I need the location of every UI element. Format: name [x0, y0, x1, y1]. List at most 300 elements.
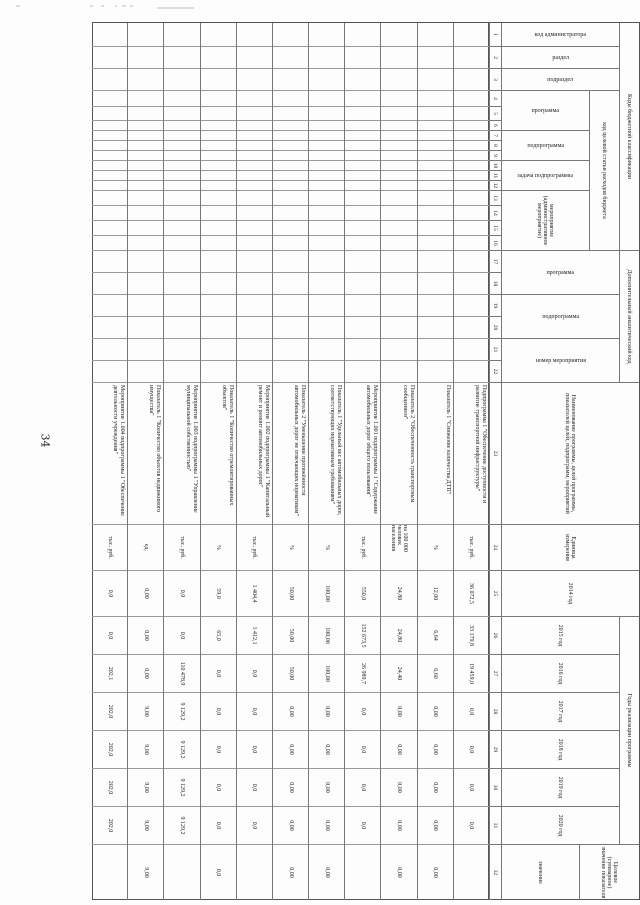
code-cell — [201, 339, 236, 361]
code-cell — [201, 361, 236, 383]
row-name: Показатель 1 "Количество объектов недвижимого имущества" — [128, 383, 163, 525]
code-cell — [345, 273, 380, 295]
code-cell — [454, 236, 489, 251]
code-cell — [237, 131, 272, 141]
code-cell — [454, 47, 489, 69]
row-name: Показатель 1 "Снижение количества ДТП" — [418, 383, 453, 525]
value-cell-y3: 0,00 — [381, 693, 416, 731]
code-cell — [381, 121, 416, 131]
code-cell — [92, 181, 127, 191]
code-cell — [381, 295, 416, 317]
code-cell — [201, 121, 236, 131]
value-cell-y1: 0,00 — [128, 617, 163, 655]
code-cell — [345, 361, 380, 383]
value-cell-y4: 0,0 — [201, 731, 236, 769]
code-cell — [309, 47, 344, 69]
header-year-2: 2016 год — [501, 655, 619, 693]
column-number: 4 — [489, 91, 501, 107]
code-cell — [128, 273, 163, 295]
code-cell — [345, 317, 380, 339]
code-cell — [128, 121, 163, 131]
code-cell — [201, 206, 236, 221]
code-cell — [164, 273, 199, 295]
row-name: Мероприятие 1.004 подпрограммы 1 "Обеспечение деятельности учреждения" — [92, 383, 127, 525]
code-cell — [273, 131, 308, 141]
code-cell — [381, 191, 416, 206]
code-cell — [128, 69, 163, 91]
code-cell — [381, 141, 416, 151]
code-cell — [201, 47, 236, 69]
value-cell-target — [454, 845, 489, 900]
value-cell-y2: 110 478,9 — [164, 655, 199, 693]
code-cell — [309, 317, 344, 339]
header-csr: код целевой статьи расходов бюджета — [589, 91, 619, 251]
code-cell — [92, 151, 127, 161]
header-kbk-group: Коды бюджетной классификации — [619, 23, 639, 251]
column-number-row — [489, 23, 501, 900]
code-cell — [273, 47, 308, 69]
value-cell-v2014: 59,0 — [201, 571, 236, 617]
value-cell-y4: 0,00 — [273, 731, 308, 769]
code-cell — [164, 151, 199, 161]
value-cell-y2: 26 989,7 — [345, 655, 380, 693]
table-row — [92, 23, 127, 900]
code-cell — [345, 339, 380, 361]
header-year-4: 2018 год — [501, 731, 619, 769]
value-cell-y6: 0,0 — [237, 807, 272, 845]
column-number: 12 — [489, 181, 501, 191]
value-cell-v2014: 1 404,4 — [237, 571, 272, 617]
value-cell-target: 0,00 — [381, 845, 416, 900]
header-2014: 2014 год — [501, 571, 639, 617]
value-cell-y2: 0,0 — [201, 655, 236, 693]
code-cell — [309, 161, 344, 171]
code-cell — [309, 206, 344, 221]
code-cell — [454, 171, 489, 181]
code-cell — [454, 191, 489, 206]
code-cell — [128, 107, 163, 121]
value-cell-v2014: 24,80 — [381, 571, 416, 617]
value-cell-y3: 202,0 — [92, 693, 127, 731]
code-cell — [345, 23, 380, 47]
code-cell — [237, 251, 272, 273]
code-cell — [164, 317, 199, 339]
value-cell-y3: 0,00 — [309, 693, 344, 731]
code-cell — [381, 107, 416, 121]
code-cell — [345, 131, 380, 141]
page-number: 34 — [38, 433, 52, 448]
column-number: 24 — [489, 525, 501, 571]
value-cell-target — [237, 845, 272, 900]
code-cell — [418, 339, 453, 361]
column-number: 20 — [489, 317, 501, 339]
table-body — [92, 23, 489, 900]
code-cell — [309, 131, 344, 141]
code-cell — [418, 206, 453, 221]
code-cell — [454, 161, 489, 171]
rotated-table-area — [92, 22, 640, 900]
code-cell — [345, 107, 380, 121]
code-cell — [92, 236, 127, 251]
value-cell-target — [92, 845, 127, 900]
code-cell — [128, 131, 163, 141]
value-cell-target: 0,00 — [418, 845, 453, 900]
code-cell — [201, 236, 236, 251]
code-cell — [128, 295, 163, 317]
code-cell — [237, 236, 272, 251]
code-cell — [309, 236, 344, 251]
code-cell — [273, 221, 308, 236]
code-cell — [237, 273, 272, 295]
code-cell — [273, 141, 308, 151]
value-cell-y6: 0,00 — [418, 807, 453, 845]
code-cell — [309, 361, 344, 383]
code-cell — [454, 107, 489, 121]
code-cell — [418, 273, 453, 295]
code-cell — [309, 107, 344, 121]
row-name: Мероприятие 1.001 подпрограммы 1 "Содержание автомобильных дорог общего пользования" — [345, 383, 380, 525]
code-cell — [201, 69, 236, 91]
column-number: 29 — [489, 731, 501, 769]
scan-specks — [0, 0, 640, 20]
code-cell — [164, 107, 199, 121]
code-cell — [128, 171, 163, 181]
code-cell — [345, 295, 380, 317]
code-cell — [164, 171, 199, 181]
code-cell — [237, 361, 272, 383]
code-cell — [381, 251, 416, 273]
code-cell — [273, 23, 308, 47]
column-number: 15 — [489, 221, 501, 236]
row-name: Показатель 2 "Уменьшение протяжённости автомобильных дорог не отвечающих нормативам" — [273, 383, 308, 525]
value-cell-target: 0,00 — [309, 845, 344, 900]
row-name: Показатель 1 "Количество отремонтированных объектов" — [201, 383, 236, 525]
code-cell — [237, 191, 272, 206]
code-cell — [237, 161, 272, 171]
column-number: 11 — [489, 171, 501, 181]
value-cell-y4: 9,00 — [128, 731, 163, 769]
column-number: 22 — [489, 361, 501, 383]
code-cell — [418, 23, 453, 47]
code-cell — [273, 191, 308, 206]
code-cell — [92, 191, 127, 206]
header-year-1: 2015 год — [501, 617, 619, 655]
code-cell — [237, 107, 272, 121]
code-cell — [201, 251, 236, 273]
table-row — [200, 23, 236, 900]
column-number: 7 — [489, 131, 501, 141]
code-cell — [201, 295, 236, 317]
code-cell — [92, 91, 127, 107]
code-cell — [164, 295, 199, 317]
code-cell — [237, 151, 272, 161]
code-cell — [128, 181, 163, 191]
value-cell-y6: 9,00 — [128, 807, 163, 845]
code-cell — [381, 236, 416, 251]
code-cell — [418, 131, 453, 141]
header-task: задача подпрограммы — [517, 172, 574, 179]
code-cell — [273, 361, 308, 383]
code-cell — [454, 181, 489, 191]
header-admin-code: код администратора — [534, 31, 587, 38]
value-cell-y5: 0,00 — [273, 769, 308, 807]
value-cell-y1: 24,80 — [381, 617, 416, 655]
code-cell — [164, 251, 199, 273]
code-cell — [418, 191, 453, 206]
value-cell-y1: 0,0 — [92, 617, 127, 655]
column-number: 16 — [489, 236, 501, 251]
value-cell-y5: 0,00 — [381, 769, 416, 807]
value-cell-y4: 202,0 — [92, 731, 127, 769]
code-cell — [381, 91, 416, 107]
code-cell — [164, 361, 199, 383]
value-cell-y6: 0,0 — [201, 807, 236, 845]
value-cell-y5: 0,0 — [237, 769, 272, 807]
value-cell-v2014: 0,0 — [92, 571, 127, 617]
code-cell — [92, 339, 127, 361]
value-cell-y5: 9 129,2 — [164, 769, 199, 807]
value-cell-y4: 0,00 — [418, 731, 453, 769]
code-cell — [201, 191, 236, 206]
value-cell-y5: 202,0 — [92, 769, 127, 807]
value-cell-y3: 9 129,2 — [164, 693, 199, 731]
code-cell — [454, 295, 489, 317]
column-number: 25 — [489, 571, 501, 617]
column-number: 6 — [489, 121, 501, 131]
code-cell — [237, 47, 272, 69]
code-cell — [381, 339, 416, 361]
code-cell — [128, 251, 163, 273]
code-cell — [345, 161, 380, 171]
code-cell — [164, 221, 199, 236]
header-target-value: значение — [501, 845, 579, 900]
value-cell-y2: 0,0 — [237, 655, 272, 693]
code-cell — [309, 23, 344, 47]
row-name: Мероприятие 1.003 подпрограммы 1 "Управление муниципальной собственностью" — [164, 383, 199, 525]
value-cell-v2014: 36 072,5 — [454, 571, 489, 617]
code-cell — [345, 221, 380, 236]
value-cell-y6: 9 129,2 — [164, 807, 199, 845]
column-number: 18 — [489, 273, 501, 295]
code-cell — [418, 151, 453, 161]
header-target: Целевое (суммарное) значение показателя — [579, 845, 639, 900]
table-row — [417, 23, 453, 900]
code-cell — [201, 221, 236, 236]
value-cell-y6: 0,00 — [381, 807, 416, 845]
header-measure-number: номер мероприятия — [535, 357, 586, 364]
value-cell-y6: 0,00 — [273, 807, 308, 845]
value-cell-y3: 0,0 — [201, 693, 236, 731]
code-cell — [418, 251, 453, 273]
code-cell — [273, 295, 308, 317]
code-cell — [201, 171, 236, 181]
code-cell — [273, 236, 308, 251]
value-cell-y4: 0,0 — [237, 731, 272, 769]
code-cell — [92, 317, 127, 339]
header-year-5: 2019 год — [501, 769, 619, 807]
value-cell-y6: 0,0 — [454, 807, 489, 845]
value-cell-unit: % — [309, 525, 344, 571]
code-cell — [201, 131, 236, 141]
value-cell-v2014: 550,0 — [345, 571, 380, 617]
value-cell-y4: 0,00 — [381, 731, 416, 769]
code-cell — [345, 191, 380, 206]
value-cell-v2014: 0,0 — [164, 571, 199, 617]
code-cell — [454, 273, 489, 295]
code-cell — [128, 151, 163, 161]
code-cell — [454, 206, 489, 221]
code-cell — [309, 295, 344, 317]
code-cell — [345, 121, 380, 131]
code-cell — [309, 69, 344, 91]
table-row — [163, 23, 199, 900]
code-cell — [237, 69, 272, 91]
value-cell-unit: тыс. руб. — [164, 525, 199, 571]
code-cell — [454, 91, 489, 107]
header-subprogram: подпрограмма — [527, 142, 564, 149]
value-cell-y1: 1 412,1 — [237, 617, 272, 655]
value-cell-target: 0,00 — [273, 845, 308, 900]
value-cell-y5: 0,00 — [418, 769, 453, 807]
code-cell — [418, 317, 453, 339]
code-cell — [454, 23, 489, 47]
code-cell — [309, 181, 344, 191]
code-cell — [201, 91, 236, 107]
code-cell — [309, 221, 344, 236]
code-cell — [309, 141, 344, 151]
code-cell — [273, 161, 308, 171]
value-cell-y2: 100,00 — [309, 655, 344, 693]
value-cell-y6: 0,00 — [309, 807, 344, 845]
code-cell — [345, 236, 380, 251]
column-number: 23 — [489, 383, 501, 525]
code-cell — [273, 206, 308, 221]
code-cell — [128, 191, 163, 206]
value-cell-y4: 0,00 — [309, 731, 344, 769]
value-cell-y1: 0,0 — [164, 617, 199, 655]
header-program: программа — [531, 107, 560, 114]
code-cell — [309, 171, 344, 181]
code-cell — [381, 131, 416, 141]
code-cell — [454, 221, 489, 236]
column-number: 32 — [489, 845, 501, 900]
value-cell-y4: 0,0 — [454, 731, 489, 769]
code-cell — [237, 221, 272, 236]
code-cell — [381, 171, 416, 181]
value-cell-y5: 0,0 — [454, 769, 489, 807]
value-cell-y4: 0,0 — [345, 731, 380, 769]
code-cell — [381, 151, 416, 161]
code-cell — [418, 236, 453, 251]
column-number: 31 — [489, 807, 501, 845]
column-number: 3 — [489, 69, 501, 91]
value-cell-y2: 19 459,0 — [454, 655, 489, 693]
code-cell — [381, 206, 416, 221]
code-cell — [345, 251, 380, 273]
value-cell-y3: 0,00 — [273, 693, 308, 731]
code-cell — [454, 141, 489, 151]
code-cell — [164, 181, 199, 191]
value-cell-y1: 6,64 — [418, 617, 453, 655]
value-cell-y3: 0,0 — [237, 693, 272, 731]
value-cell-v2014: 50,00 — [273, 571, 308, 617]
code-cell — [164, 69, 199, 91]
code-cell — [454, 251, 489, 273]
value-cell-target — [164, 845, 199, 900]
code-cell — [128, 47, 163, 69]
code-cell — [237, 121, 272, 131]
value-cell-v2014: 0,00 — [128, 571, 163, 617]
value-cell-y1: 33 179,8 — [454, 617, 489, 655]
code-cell — [164, 339, 199, 361]
code-cell — [237, 141, 272, 151]
code-cell — [381, 47, 416, 69]
code-cell — [237, 206, 272, 221]
code-cell — [201, 23, 236, 47]
code-cell — [164, 236, 199, 251]
value-cell-unit: тыс. руб. — [92, 525, 127, 571]
value-cell-y2: 6,60 — [418, 655, 453, 693]
value-cell-unit: ед. — [128, 525, 163, 571]
code-cell — [92, 361, 127, 383]
table-row — [344, 23, 380, 900]
value-cell-target: 0,0 — [201, 845, 236, 900]
code-cell — [92, 161, 127, 171]
code-cell — [164, 161, 199, 171]
code-cell — [201, 107, 236, 121]
column-number: 2 — [489, 47, 501, 69]
value-cell-y2: 0,00 — [128, 655, 163, 693]
value-cell-y3: 9,00 — [128, 693, 163, 731]
program-table — [92, 22, 640, 900]
row-name: Мероприятие 1.002 подпрограммы 1 "Капитальный ремонт и ремонт автомобильных дорог" — [237, 383, 272, 525]
table-row — [272, 23, 308, 900]
code-cell — [418, 91, 453, 107]
column-number: 21 — [489, 339, 501, 361]
code-cell — [237, 295, 272, 317]
value-cell-unit: % — [201, 525, 236, 571]
code-cell — [381, 221, 416, 236]
value-cell-y1: 50,00 — [273, 617, 308, 655]
code-cell — [92, 121, 127, 131]
header-year-3: 2017 год — [501, 693, 619, 731]
header-program-extra: программа — [546, 269, 575, 276]
column-number: 5 — [489, 107, 501, 121]
code-cell — [418, 69, 453, 91]
code-cell — [237, 171, 272, 181]
code-cell — [92, 131, 127, 141]
code-cell — [128, 339, 163, 361]
code-cell — [273, 171, 308, 181]
code-cell — [309, 251, 344, 273]
code-cell — [345, 181, 380, 191]
code-cell — [92, 69, 127, 91]
code-cell — [273, 91, 308, 107]
value-cell-v2014: 100,00 — [309, 571, 344, 617]
code-cell — [92, 273, 127, 295]
code-cell — [454, 317, 489, 339]
code-cell — [273, 151, 308, 161]
value-cell-unit: % — [273, 525, 308, 571]
code-cell — [92, 107, 127, 121]
value-cell-y1: 65,0 — [201, 617, 236, 655]
code-cell — [273, 251, 308, 273]
code-cell — [128, 23, 163, 47]
value-cell-y2: 24,40 — [381, 655, 416, 693]
header-unit: Единица измерения — [501, 525, 639, 571]
code-cell — [201, 317, 236, 339]
value-cell-target: 9,00 — [128, 845, 163, 900]
